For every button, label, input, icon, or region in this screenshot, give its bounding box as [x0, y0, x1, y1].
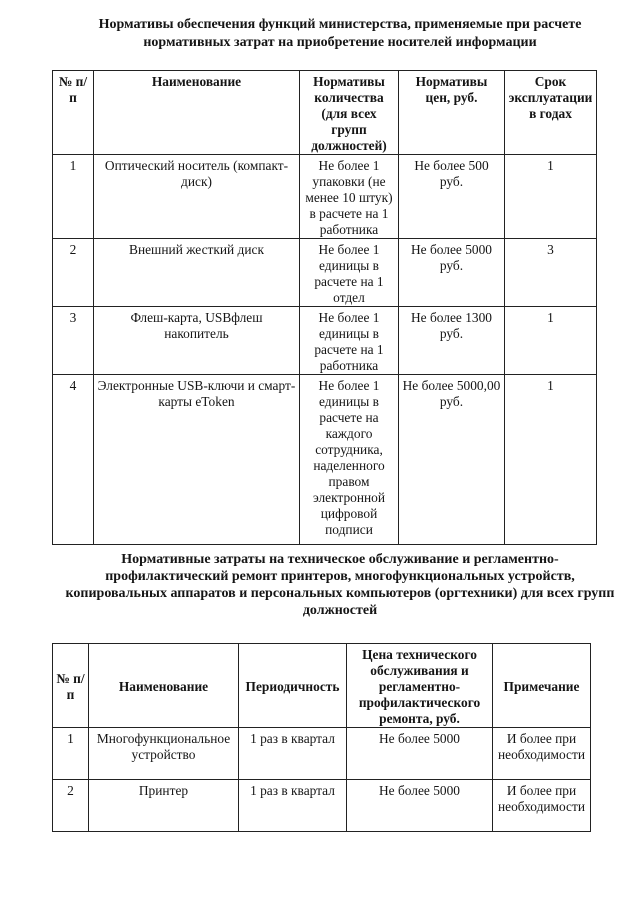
- row-price: Не более 1300 руб.: [399, 307, 505, 375]
- row-number: 1: [53, 155, 94, 239]
- row-number: 1: [53, 728, 89, 780]
- row-name: Внешний жесткий диск: [94, 239, 300, 307]
- header-name: Наименование: [94, 71, 300, 155]
- header-quantity-norm: Нормативы количества (для всех групп должностей): [300, 71, 399, 155]
- row-name: Флеш-карта, USBфлеш накопитель: [94, 307, 300, 375]
- row-periodicity: 1 раз в квартал: [239, 728, 347, 780]
- row-life: 3: [505, 239, 597, 307]
- table-header-row: [53, 71, 597, 155]
- header-periodicity: Периодичность: [239, 644, 347, 728]
- row-quantity: Не более 1 единицы в расчете на 1 отдел: [300, 239, 399, 307]
- table-row: [53, 155, 597, 239]
- row-name: Принтер: [89, 780, 239, 832]
- row-price: Не более 5000: [347, 728, 493, 780]
- row-price: Не более 5000: [347, 780, 493, 832]
- table-row: [53, 375, 597, 545]
- row-number: 2: [53, 239, 94, 307]
- row-life: 1: [505, 307, 597, 375]
- table-row: [53, 728, 591, 780]
- table-header-row: [53, 644, 591, 728]
- row-price: Не более 500 руб.: [399, 155, 505, 239]
- row-note: И более при необходимости: [493, 780, 591, 832]
- row-number: 4: [53, 375, 94, 545]
- row-name: Электронные USB-ключи и смарт-карты eToken: [94, 375, 300, 545]
- row-name: Оптический носитель (компакт-диск): [94, 155, 300, 239]
- header-number: № п/п: [53, 71, 94, 155]
- row-periodicity: 1 раз в квартал: [239, 780, 347, 832]
- header-price-norm: Нормативы цен, руб.: [399, 71, 505, 155]
- header-service-life: Срок эксплуатации в годах: [505, 71, 597, 155]
- row-number: 3: [53, 307, 94, 375]
- header-name: Наименование: [89, 644, 239, 728]
- row-life: 1: [505, 375, 597, 545]
- row-quantity: Не более 1 единицы в расчете на 1 работника: [300, 307, 399, 375]
- row-price: Не более 5000 руб.: [399, 239, 505, 307]
- maintenance-costs-table: [52, 643, 591, 832]
- table-row: [53, 780, 591, 832]
- table2-title: Нормативные затраты на техническое обслуживание и регламентно-профилактический ремонт принтеров, многофункциональных устройств, копировальных аппаратов и персональных компьютеров (оргтехники) для всех групп должностей: [65, 552, 615, 618]
- header-note: Примечание: [493, 644, 591, 728]
- row-quantity: Не более 1 упаковки (не менее 10 штук) в расчете на 1 работника: [300, 155, 399, 239]
- row-price: Не более 5000,00 руб.: [399, 375, 505, 545]
- table-row: [53, 239, 597, 307]
- row-quantity: Не более 1 единицы в расчете на каждого сотрудника, наделенного правом электронной цифровой подписи: [300, 375, 399, 545]
- row-note: И более при необходимости: [493, 728, 591, 780]
- media-norms-table: [52, 70, 597, 545]
- table-row: [53, 307, 597, 375]
- row-name: Многофункциональное устройство: [89, 728, 239, 780]
- table1-title: Нормативы обеспечения функций министерства, применяемые при расчете нормативных затрат на приобретение носителей информации: [98, 17, 582, 50]
- header-maintenance-price: Цена технического обслуживания и регламентно-профилактического ремонта, руб.: [347, 644, 493, 728]
- row-number: 2: [53, 780, 89, 832]
- header-number: № п/п: [53, 644, 89, 728]
- row-life: 1: [505, 155, 597, 239]
